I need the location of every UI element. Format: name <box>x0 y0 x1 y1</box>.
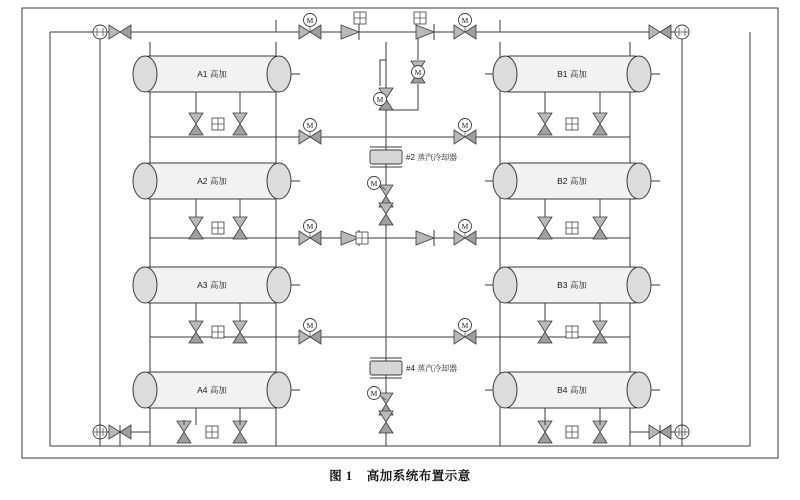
flow-box-b3[interactable] <box>566 326 578 338</box>
heater-B3[interactable] <box>493 267 651 303</box>
heater-B1[interactable] <box>493 56 651 92</box>
motor-centre-lower[interactable] <box>374 93 387 106</box>
flow-box-b4[interactable] <box>566 426 578 438</box>
check-valve-top-right[interactable] <box>416 24 434 40</box>
heater-A3[interactable] <box>133 267 291 303</box>
valve-b1-left-down[interactable] <box>538 113 552 135</box>
motor-label: M <box>306 121 314 130</box>
heater-label: B4 高加 <box>557 385 587 395</box>
end-fitting-top-left[interactable] <box>93 25 107 39</box>
end-fitting-top-right[interactable] <box>675 25 689 39</box>
corner-valve-top-right[interactable] <box>649 25 671 39</box>
motor-centre-branch[interactable] <box>412 66 425 79</box>
valve-cooler2-below-2[interactable] <box>379 203 393 225</box>
heater-label: A2 高加 <box>197 176 227 186</box>
heater-A2[interactable] <box>133 163 291 199</box>
motor-label: M <box>306 222 314 231</box>
flow-box-a3[interactable] <box>212 326 224 338</box>
figure-caption <box>0 466 800 484</box>
cooler-label: #4 蒸汽冷却器 <box>406 364 458 373</box>
flow-box-top[interactable] <box>354 12 366 24</box>
valve-a3-right-down[interactable] <box>233 321 247 343</box>
valve-b3-right-down[interactable] <box>593 321 607 343</box>
heater-B4[interactable] <box>493 372 651 408</box>
motor-label: M <box>306 321 314 330</box>
flow-box-a2[interactable] <box>212 222 224 234</box>
valve-b3-left-down[interactable] <box>538 321 552 343</box>
heater-A1[interactable] <box>133 56 291 92</box>
cooler-2[interactable] <box>370 147 457 167</box>
flow-box-a1[interactable] <box>212 118 224 130</box>
flow-box-a4[interactable] <box>206 426 218 438</box>
motor-label: M <box>306 16 314 25</box>
heater-label: B1 高加 <box>557 69 587 79</box>
check-valve-top-left[interactable] <box>341 24 359 40</box>
heater-B2[interactable] <box>493 163 651 199</box>
caption-title: 高加系统布置示意 <box>366 469 471 483</box>
motor-cooler2-lower[interactable] <box>368 177 387 191</box>
flow-box-top-2[interactable] <box>414 12 426 24</box>
motor-label: M <box>461 321 469 330</box>
motor-label: M <box>370 179 378 188</box>
valve-b1-right-down[interactable] <box>593 113 607 135</box>
steam-coolers <box>370 147 457 378</box>
motor-label: M <box>461 222 469 231</box>
valve-a2-left-down[interactable] <box>189 217 203 239</box>
caption-number: 图 1 <box>329 469 353 483</box>
motor-label: M <box>370 389 378 398</box>
flow-box-row3[interactable] <box>356 232 368 244</box>
flow-box-b1[interactable] <box>566 118 578 130</box>
corner-valve-top-left[interactable] <box>109 25 131 39</box>
heater-label: B3 高加 <box>557 280 587 290</box>
valve-a2-right-down[interactable] <box>233 217 247 239</box>
heater-A4[interactable] <box>133 372 291 408</box>
horizontal-valves <box>299 12 476 344</box>
heater-label: A3 高加 <box>197 280 227 290</box>
motor-label: M <box>414 68 422 77</box>
flow-box-b2[interactable] <box>566 222 578 234</box>
motor-label: M <box>461 16 469 25</box>
valve-a1-left-down[interactable] <box>189 113 203 135</box>
cooler-4[interactable] <box>370 358 457 378</box>
valve-b2-left-down[interactable] <box>538 217 552 239</box>
valve-a1-right-down[interactable] <box>233 113 247 135</box>
motor-label: M <box>376 95 384 104</box>
heater-label: B2 高加 <box>557 176 587 186</box>
motor-label: M <box>461 121 469 130</box>
valve-a3-left-down[interactable] <box>189 321 203 343</box>
heater-label: A4 高加 <box>197 385 227 395</box>
cooler-label: #2 蒸汽冷却器 <box>406 153 458 162</box>
heater-label: A1 高加 <box>197 69 227 79</box>
valve-cooler4-below-2[interactable] <box>379 411 393 433</box>
valve-b2-right-down[interactable] <box>593 217 607 239</box>
check-valve-row3-right[interactable] <box>416 230 434 246</box>
